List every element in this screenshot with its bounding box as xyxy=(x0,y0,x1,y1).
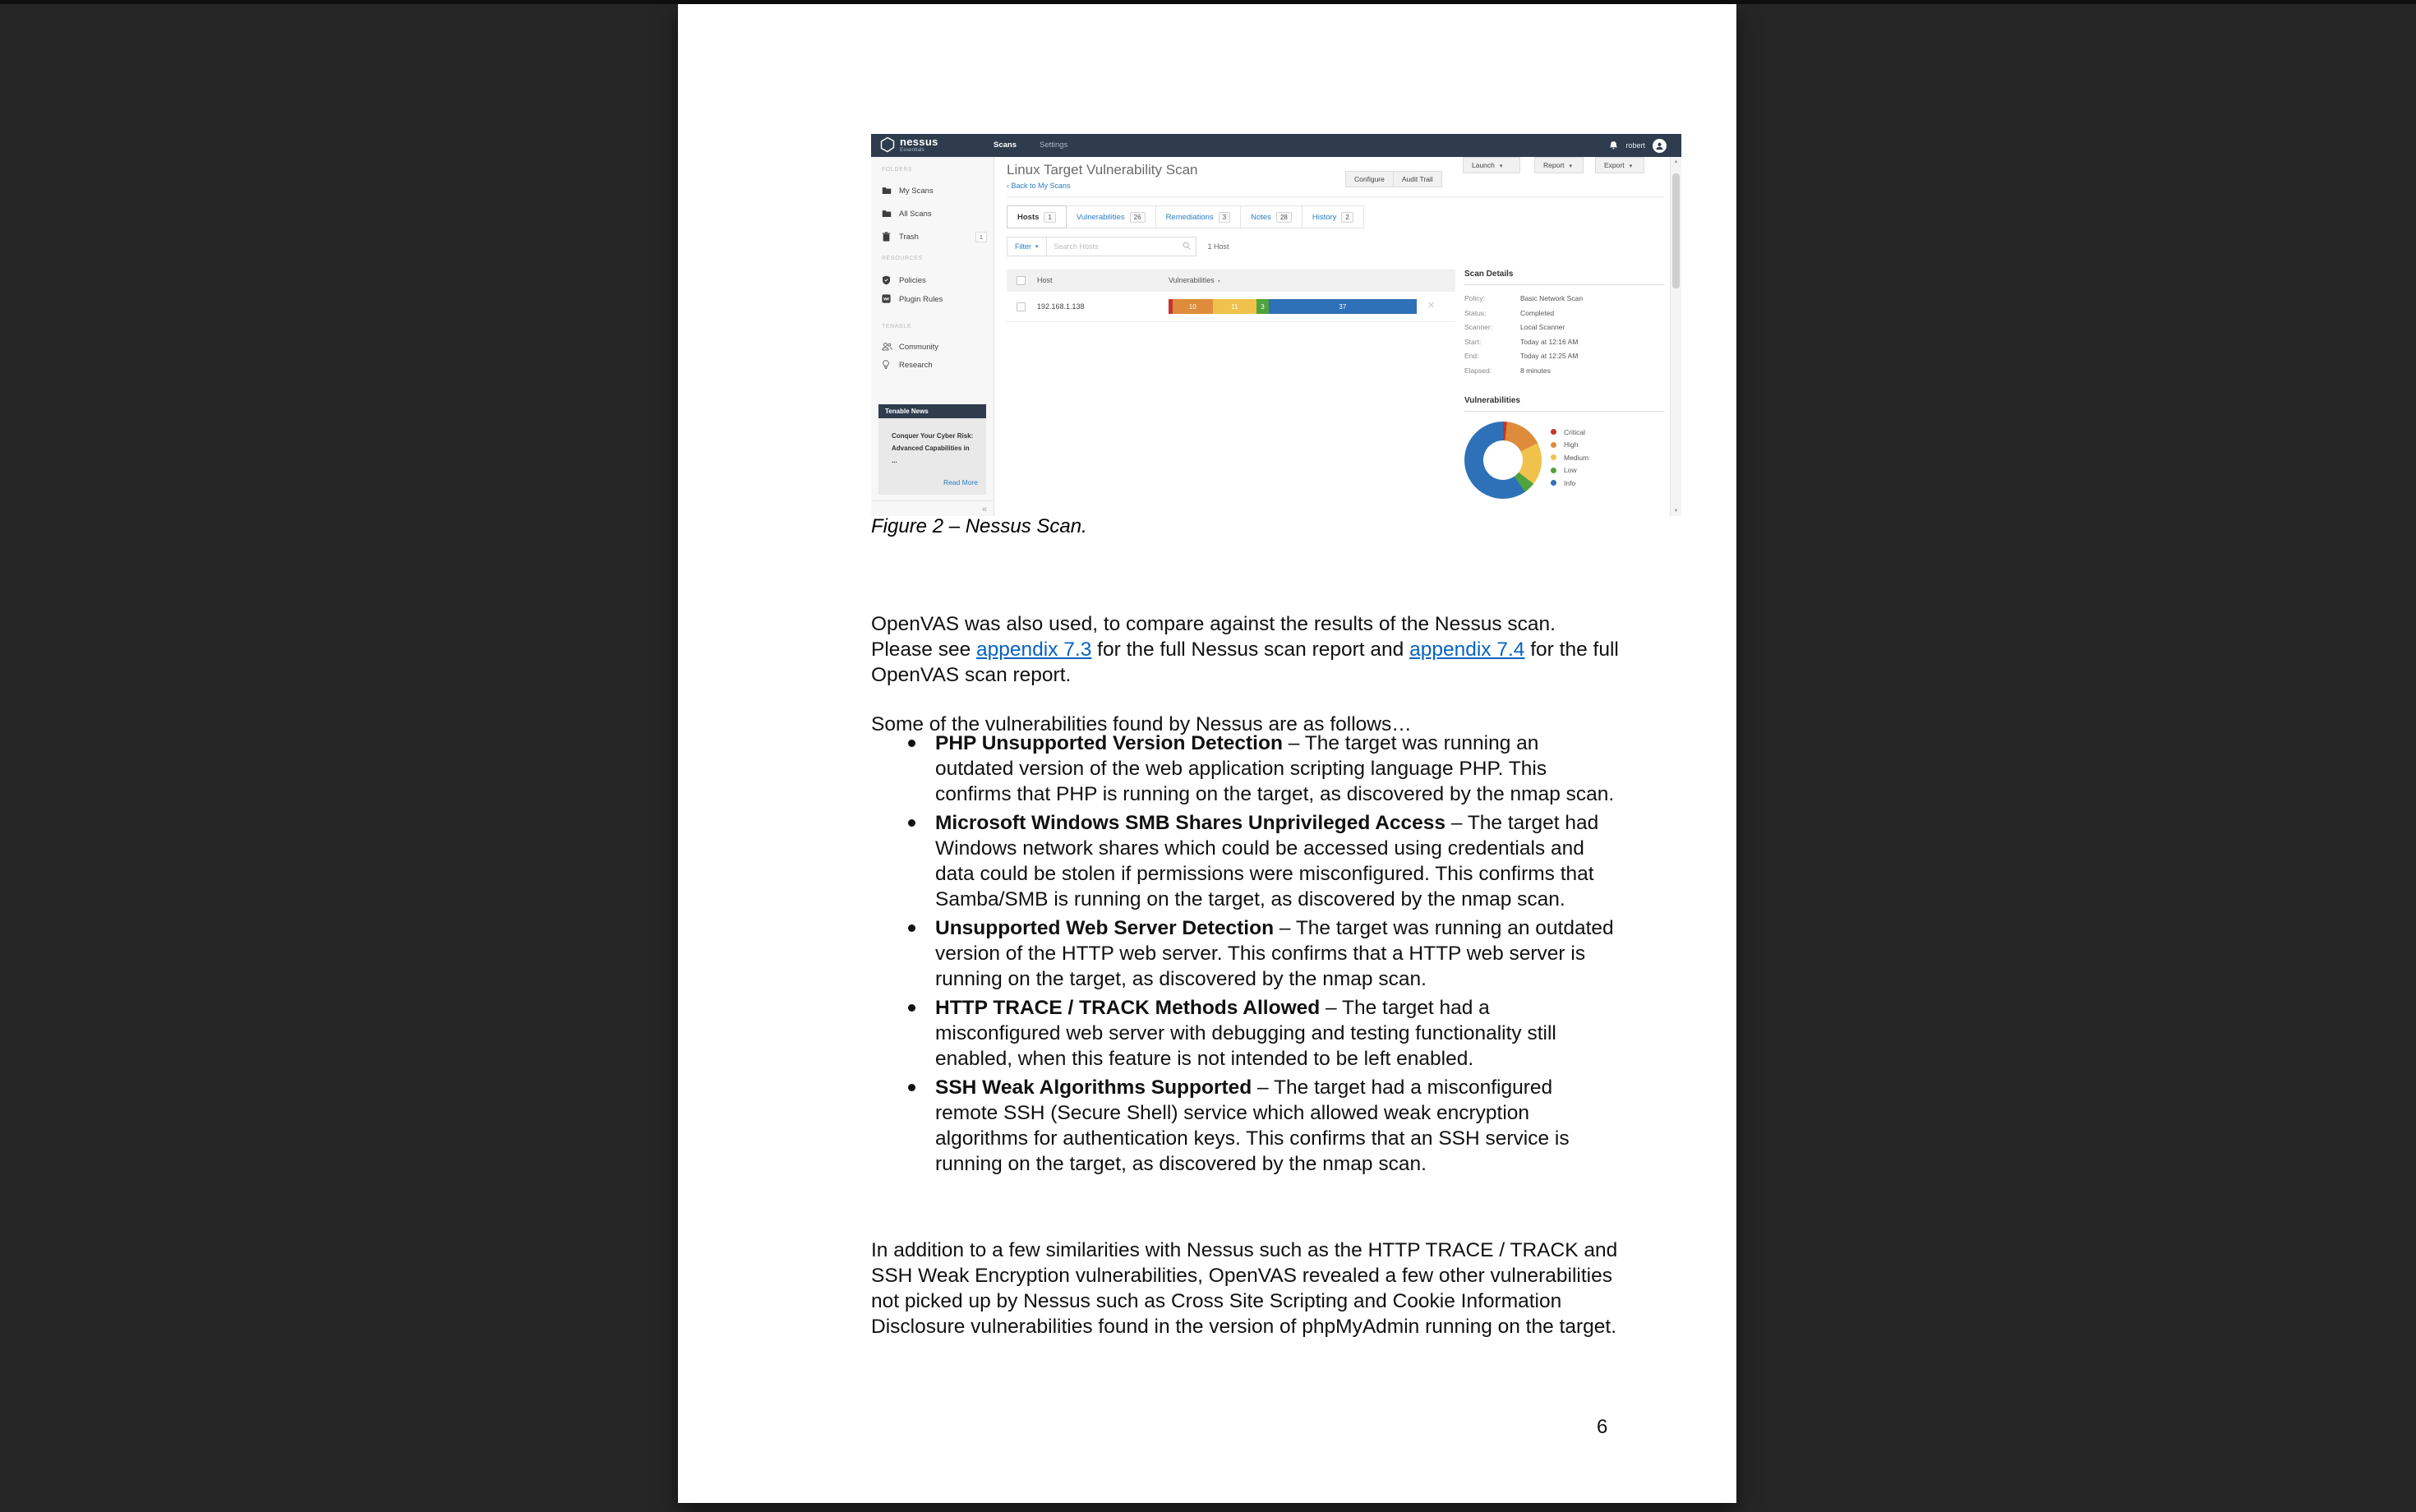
sidebar-item-label: Policies xyxy=(899,276,926,285)
figure-caption: Figure 2 – Nessus Scan. xyxy=(871,515,1087,537)
scan-title: Linux Target Vulnerability Scan xyxy=(1007,162,1198,177)
tenable-news-body xyxy=(878,418,986,495)
appendix-7-3-link[interactable]: appendix 7.3 xyxy=(976,638,1092,661)
sidebar-section-tenable: TENABLE xyxy=(882,324,912,330)
tenable-news-text: Conquer Your Cyber Risk: Advanced Capabilities in ... xyxy=(892,432,974,464)
community-people-icon xyxy=(882,342,892,351)
legend-dot xyxy=(1551,442,1556,448)
sidebar-section-folders: FOLDERS xyxy=(882,167,913,173)
search-icon xyxy=(1183,242,1191,250)
scan-tabs xyxy=(1007,205,1364,228)
sort-caret-icon: ▾ xyxy=(1217,279,1220,284)
detail-row-end: End: Today at 12:25 AM xyxy=(1464,352,1579,360)
legend-item-critical: Critical xyxy=(1551,426,1588,439)
nav-item-settings[interactable]: Settings xyxy=(1040,141,1068,150)
audit-trail-button[interactable]: Audit Trail xyxy=(1394,171,1442,187)
search-box xyxy=(1047,237,1196,256)
trash-icon xyxy=(882,232,891,242)
severity-segment-info[interactable]: 37 xyxy=(1269,299,1417,314)
launch-button[interactable]: Launch ▾ xyxy=(1463,157,1520,173)
row-checkbox[interactable] xyxy=(1017,302,1026,311)
screenshot-vertical-scrollbar[interactable] xyxy=(1670,157,1681,516)
hosts-table-header xyxy=(1007,270,1455,292)
caret-down-icon: ▾ xyxy=(1035,244,1039,250)
vulnerabilities-donut-chart xyxy=(1464,422,1665,512)
bullet-marker xyxy=(908,1084,915,1091)
user-name[interactable]: robert xyxy=(1625,141,1645,150)
list-item: PHP Unsupported Version Detection – The target was running an outdated version of the web application scripting language PHP. This confirms that PHP is running on the target, as discovered by the nmap scan. xyxy=(871,731,1621,807)
severity-segment-high[interactable]: 10 xyxy=(1173,299,1213,314)
sidebar-collapse-chevrons[interactable]: « xyxy=(981,505,987,514)
user-avatar[interactable] xyxy=(1653,139,1667,153)
host-ip[interactable]: 192.168.1.138 xyxy=(1037,302,1085,311)
sidebar-item-plugin-rules[interactable] xyxy=(871,292,994,308)
list-item: Microsoft Windows SMB Shares Unprivileged Access – The target had Windows network shares which could be accessed using credentials and data could be stolen if permissions were misconfigured. This confirms that Samba/SMB is running on the target, as discovered by the nmap scan. xyxy=(871,810,1621,912)
donut-chart xyxy=(1464,422,1542,499)
document-page xyxy=(678,4,1736,1503)
caret-down-icon: ▾ xyxy=(1629,164,1633,169)
tab-notes[interactable]: Notes 28 xyxy=(1241,205,1303,228)
nessus-top-navbar xyxy=(871,134,1681,157)
shield-icon xyxy=(882,275,891,285)
vulnerabilities-panel-title: Vulnerabilities xyxy=(1464,396,1665,412)
detail-row-policy: Policy: Basic Network Scan xyxy=(1464,294,1584,302)
sidebar-bottom-divider xyxy=(871,500,994,501)
nessus-main-area xyxy=(994,157,1670,516)
list-item: Unsupported Web Server Detection – The target was running an outdated version of the HTTP web server. This confirms that a HTTP web server is running on the target, as discovered by the nmap scan. xyxy=(871,915,1621,992)
tenable-news-title: Tenable News xyxy=(878,404,986,418)
vulnerability-bullet-list xyxy=(871,731,1621,1180)
severity-stacked-bar[interactable] xyxy=(1169,299,1417,314)
bullet-marker xyxy=(908,1004,915,1012)
report-button[interactable]: Report ▾ xyxy=(1534,157,1584,173)
tab-count-badge: 3 xyxy=(1219,212,1230,223)
caret-down-icon: ▾ xyxy=(1569,164,1573,169)
sidebar-item-community[interactable] xyxy=(871,339,994,356)
read-more-link[interactable]: Read More xyxy=(943,478,978,486)
tab-history[interactable]: History 2 xyxy=(1303,205,1364,228)
tab-count-badge: 2 xyxy=(1341,212,1353,223)
row-close-icon[interactable]: ✕ xyxy=(1427,301,1436,311)
header-button-group xyxy=(1345,171,1442,187)
scan-details-title: Scan Details xyxy=(1464,270,1665,285)
search-hosts-input[interactable] xyxy=(1047,237,1196,256)
detail-row-scanner: Scanner: Local Scanner xyxy=(1464,323,1565,331)
brand-name: nessus xyxy=(900,136,938,148)
paragraph-openvas: OpenVAS was also used, to compare against the results of the Nessus scan. Please see appendix 7.3 for the full Nessus scan report and appendix 7.4 for the full OpenVAS scan report. xyxy=(871,612,1619,686)
severity-segment-medium[interactable]: 11 xyxy=(1213,299,1257,314)
sidebar-item-label: All Scans xyxy=(899,210,932,219)
scan-details-panel xyxy=(1464,270,1665,377)
legend-dot xyxy=(1551,454,1556,460)
tenable-news-card xyxy=(878,404,986,495)
nav-item-scans[interactable]: Scans xyxy=(994,141,1017,150)
sidebar-item-label: Plugin Rules xyxy=(899,295,943,304)
sidebar-item-label: My Scans xyxy=(899,187,934,196)
tab-count-badge: 26 xyxy=(1130,212,1146,223)
filter-row xyxy=(1007,237,1229,256)
list-item: HTTP TRACE / TRACK Methods Allowed – The target had a misconfigured web server with debugging and testing functionality still enabled, when this feature is not intended to be left enabled. xyxy=(871,995,1621,1072)
bullet-marker xyxy=(908,819,915,827)
detail-row-start: Start: Today at 12:16 AM xyxy=(1464,337,1579,346)
caret-down-icon: ▾ xyxy=(1499,164,1503,169)
bullet-marker xyxy=(908,924,915,932)
folder-icon xyxy=(882,209,892,218)
navbar-right-group xyxy=(1609,134,1667,157)
tab-vulnerabilities[interactable]: Vulnerabilities 26 xyxy=(1067,205,1156,228)
appendix-7-4-link[interactable]: appendix 7.4 xyxy=(1409,638,1525,661)
filter-button[interactable]: Filter ▾ xyxy=(1007,237,1047,256)
host-count-label: 1 Host xyxy=(1207,242,1229,251)
configure-button[interactable]: Configure xyxy=(1345,171,1394,187)
sidebar-item-policies[interactable] xyxy=(871,273,994,289)
host-table-row[interactable] xyxy=(1007,292,1455,322)
sidebar-section-resources: RESOURCES xyxy=(882,256,923,261)
scroll-down-arrow[interactable]: ▼ xyxy=(1673,509,1679,514)
back-to-my-scans-link[interactable]: ‹ Back to My Scans xyxy=(1007,182,1071,190)
tab-count-badge: 28 xyxy=(1276,212,1292,223)
legend-item-low: Low xyxy=(1551,464,1588,477)
legend-dot xyxy=(1551,468,1556,473)
nessus-sidebar xyxy=(871,157,994,516)
plugin-rules-icon xyxy=(882,294,891,303)
legend-item-info: Info xyxy=(1551,477,1588,490)
legend-dot xyxy=(1551,429,1556,435)
legend-item-high: High xyxy=(1551,439,1588,452)
column-header-vulnerabilities[interactable]: Vulnerabilities ▾ xyxy=(1169,276,1220,284)
nessus-logo[interactable] xyxy=(879,136,938,153)
sidebar-item-label: Research xyxy=(899,361,933,370)
sidebar-item-label: Community xyxy=(899,343,939,352)
column-header-host[interactable]: Host xyxy=(1037,276,1053,284)
paragraph-intro: Some of the vulnerabilities found by Nessus are as follows… xyxy=(871,712,1412,735)
bullet-marker xyxy=(908,740,915,747)
tab-hosts[interactable]: Hosts 1 xyxy=(1007,205,1067,228)
select-all-checkbox[interactable] xyxy=(1017,276,1026,285)
sidebar-item-trash[interactable] xyxy=(871,229,994,246)
legend-dot xyxy=(1551,480,1556,486)
brand-text xyxy=(900,136,938,153)
folder-icon xyxy=(882,186,892,195)
notification-bell-icon[interactable] xyxy=(1609,141,1618,150)
chart-legend xyxy=(1551,426,1588,490)
paragraph-closing: In addition to a few similarities with Nessus such as the HTTP TRACE / TRACK and SSH Weak Encryption vulnerabilities, OpenVAS revealed a few other vulnerabilities not picked up by Nessus such as Cross Site Scripting and Cookie Information Disclosure vulnerabilities found in the version of phpMyAdmin running on the target. xyxy=(871,1238,1618,1338)
scrollbar-thumb[interactable] xyxy=(1672,173,1680,288)
tab-remediations[interactable]: Remediations 3 xyxy=(1156,205,1242,228)
nessus-hexagon-icon xyxy=(879,136,896,153)
sidebar-item-research[interactable] xyxy=(871,357,994,374)
sidebar-item-my-scans[interactable] xyxy=(871,183,994,200)
scroll-up-arrow[interactable]: ▲ xyxy=(1673,159,1679,164)
tab-count-badge: 1 xyxy=(1044,212,1055,223)
nessus-screenshot-figure xyxy=(871,134,1681,516)
detail-row-status: Status: Completed xyxy=(1464,308,1555,317)
brand-subtitle: Essentials xyxy=(900,147,924,153)
vulnerabilities-panel xyxy=(1464,396,1665,512)
research-lightbulb-icon xyxy=(882,360,890,370)
page-number: 6 xyxy=(1597,1416,1608,1438)
trash-count-badge: 1 xyxy=(975,232,987,242)
sidebar-item-label: Trash xyxy=(899,233,919,242)
detail-row-elapsed: Elapsed: 8 minutes xyxy=(1464,366,1551,375)
sidebar-item-all-scans[interactable] xyxy=(871,206,994,223)
list-item: SSH Weak Algorithms Supported – The target had a misconfigured remote SSH (Secure Shell) service which allowed weak encryption algorithms for authentication keys. This confirms that an SSH service is running on the target, as discovered by the nmap scan. xyxy=(871,1075,1621,1177)
legend-item-medium: Medium xyxy=(1551,451,1588,464)
severity-segment-low[interactable]: 3 xyxy=(1256,299,1269,314)
header-divider xyxy=(1007,196,1665,197)
export-button[interactable]: Export ▾ xyxy=(1595,157,1644,173)
